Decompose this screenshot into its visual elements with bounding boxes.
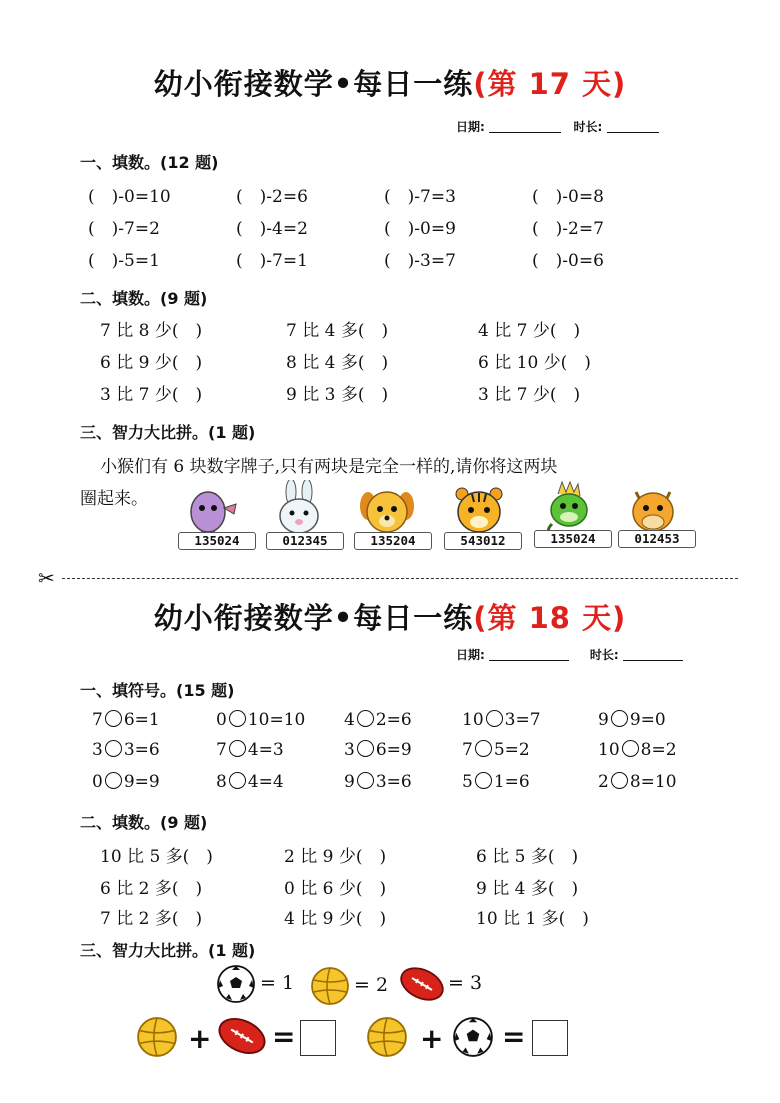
left-operand: 3 [92,740,103,760]
comparison-item[interactable]: 8 比 4 多( ) [286,353,389,373]
duration-label: 时长: [573,120,603,134]
number-card[interactable]: 135204 [354,532,432,550]
legend-value-1: = 1 [260,972,295,994]
comparison-item[interactable]: 0 比 6 少( ) [284,879,387,899]
scissors-icon: ✂ [38,566,55,590]
page-title-day17 [0,62,780,103]
number-card[interactable]: 135024 [534,530,612,548]
volleyball-icon [136,1016,178,1058]
left-operand: 7 [462,740,473,760]
symbol-item [92,772,160,792]
fill-in-item[interactable]: ( )-0=8 [532,187,604,207]
fill-in-item[interactable]: ( )-7=2 [88,219,160,239]
right-expression: 6=1 [123,710,160,730]
comparison-item[interactable]: 4 比 7 少( ) [478,321,581,341]
fill-in-item[interactable]: ( )-2=6 [236,187,308,207]
legend-value-3: = 3 [448,972,483,994]
symbol-item [216,772,284,792]
left-operand: 7 [92,710,103,730]
title-day: (第 17 天) [473,67,627,101]
fill-in-item[interactable]: ( )-0=6 [532,251,604,271]
fill-in-item[interactable]: ( )-7=3 [384,187,456,207]
answer-box-2[interactable] [532,1020,568,1056]
section2-heading: 二、填数。(9 题) [80,289,208,308]
equals-sign: = [502,1020,526,1053]
right-expression: 1=6 [493,772,530,792]
comparison-item[interactable]: 6 比 5 多( ) [476,847,579,867]
number-card[interactable]: 012345 [266,532,344,550]
comparison-item[interactable]: 2 比 9 少( ) [284,847,387,867]
plus-sign: + [188,1022,212,1055]
duration-field[interactable] [607,121,659,133]
date-duration-row [456,646,683,663]
operator-circle[interactable] [105,710,122,727]
section1-heading: 一、填符号。(15 题) [80,681,235,700]
left-operand: 5 [462,772,473,792]
left-operand: 7 [216,740,227,760]
cut-line [62,578,738,579]
fill-in-item[interactable]: ( )-0=9 [384,219,456,239]
number-card[interactable]: 135024 [178,532,256,550]
operator-circle[interactable] [357,710,374,727]
right-expression: 3=6 [123,740,160,760]
comparison-item[interactable]: 10 比 5 多( ) [100,847,213,867]
operator-circle[interactable] [229,772,246,789]
number-card[interactable]: 012453 [618,530,696,548]
right-expression: 8=2 [640,740,677,760]
puzzle-text-line1: 小猴们有 6 块数字牌子,只有两块是完全一样的,请你将这两块 [100,457,558,477]
date-field[interactable] [489,649,569,661]
operator-circle[interactable] [105,740,122,757]
left-operand: 0 [92,772,103,792]
symbol-item [92,710,160,730]
soccer-ball-icon [452,1016,494,1058]
operator-circle[interactable] [357,772,374,789]
title-main: 幼小衔接数学•每日一练 [153,67,474,101]
symbol-item [462,740,530,760]
duration-label: 时长: [589,648,619,662]
left-operand: 9 [598,710,609,730]
right-expression: 4=4 [247,772,284,792]
date-label: 日期: [456,648,485,662]
operator-circle[interactable] [475,740,492,757]
right-expression: 3=7 [504,710,541,730]
operator-circle[interactable] [611,710,628,727]
title-main: 幼小衔接数学•每日一练 [153,601,474,635]
page-title-day18 [0,596,780,637]
symbol-item [598,710,666,730]
symbol-item [344,772,412,792]
fill-in-item[interactable]: ( )-2=7 [532,219,604,239]
operator-circle[interactable] [229,710,246,727]
symbol-item [344,740,412,760]
right-expression: 10=10 [247,710,306,730]
left-operand: 8 [216,772,227,792]
left-operand: 10 [462,710,484,730]
symbol-item [462,772,530,792]
symbol-item [216,710,305,730]
comparison-item[interactable]: 6 比 9 少( ) [100,353,203,373]
equals-sign: = [272,1020,296,1053]
puzzle-text-line2: 圈起来。 [80,489,148,509]
left-operand: 0 [216,710,227,730]
symbol-item [92,740,160,760]
left-operand: 3 [344,740,355,760]
fill-in-item[interactable]: ( )-4=2 [236,219,308,239]
symbol-item [216,740,284,760]
symbol-item [462,710,541,730]
operator-circle[interactable] [622,740,639,757]
operator-circle[interactable] [105,772,122,789]
duration-field[interactable] [623,649,683,661]
fill-in-item[interactable]: ( )-7=1 [236,251,308,271]
plus-sign: + [420,1022,444,1055]
fill-in-item[interactable]: ( )-0=10 [88,187,171,207]
left-operand: 9 [344,772,355,792]
date-label: 日期: [456,120,485,134]
right-expression: 2=6 [375,710,412,730]
comparison-item[interactable]: 7 比 8 少( ) [100,321,203,341]
comparison-item[interactable]: 6 比 2 多( ) [100,879,203,899]
comparison-item[interactable]: 4 比 9 少( ) [284,909,387,929]
comparison-item[interactable]: 7 比 2 多( ) [100,909,203,929]
comparison-item[interactable]: 3 比 7 少( ) [100,385,203,405]
title-day: (第 18 天) [473,601,627,635]
legend-value-2: = 2 [354,974,389,996]
rugby-ball-icon [216,1014,268,1058]
symbol-item [598,740,677,760]
number-card[interactable]: 543012 [444,532,522,550]
fill-in-item[interactable]: ( )-3=7 [384,251,456,271]
comparison-item[interactable]: 7 比 4 多( ) [286,321,389,341]
right-expression: 9=0 [629,710,666,730]
operator-circle[interactable] [475,772,492,789]
section1-heading: 一、填数。(12 题) [80,153,219,172]
section3-heading: 三、智力大比拼。(1 题) [80,941,256,960]
operator-circle[interactable] [357,740,374,757]
comparison-item[interactable]: 6 比 10 少( ) [478,353,591,373]
operator-circle[interactable] [229,740,246,757]
right-expression: 6=9 [375,740,412,760]
rugby-ball-icon [398,964,446,1004]
comparison-item[interactable]: 9 比 3 多( ) [286,385,389,405]
date-duration-row [456,118,659,135]
right-expression: 4=3 [247,740,284,760]
volleyball-icon [366,1016,408,1058]
right-expression: 3=6 [375,772,412,792]
section3-heading: 三、智力大比拼。(1 题) [80,423,256,442]
operator-circle[interactable] [486,710,503,727]
answer-box-1[interactable] [300,1020,336,1056]
symbol-item [344,710,412,730]
comparison-item[interactable]: 10 比 1 多( ) [476,909,589,929]
right-expression: 8=10 [629,772,677,792]
right-expression: 9=9 [123,772,160,792]
comparison-item[interactable]: 9 比 4 多( ) [476,879,579,899]
soccer-ball-icon [216,964,256,1004]
operator-circle[interactable] [611,772,628,789]
right-expression: 5=2 [493,740,530,760]
volleyball-icon [310,966,350,1006]
left-operand: 2 [598,772,609,792]
date-field[interactable] [489,121,561,133]
left-operand: 10 [598,740,620,760]
section2-heading: 二、填数。(9 题) [80,813,208,832]
symbol-item [598,772,677,792]
fill-in-item[interactable]: ( )-5=1 [88,251,160,271]
rabbit-icon [264,480,334,538]
left-operand: 4 [344,710,355,730]
comparison-item[interactable]: 3 比 7 少( ) [478,385,581,405]
